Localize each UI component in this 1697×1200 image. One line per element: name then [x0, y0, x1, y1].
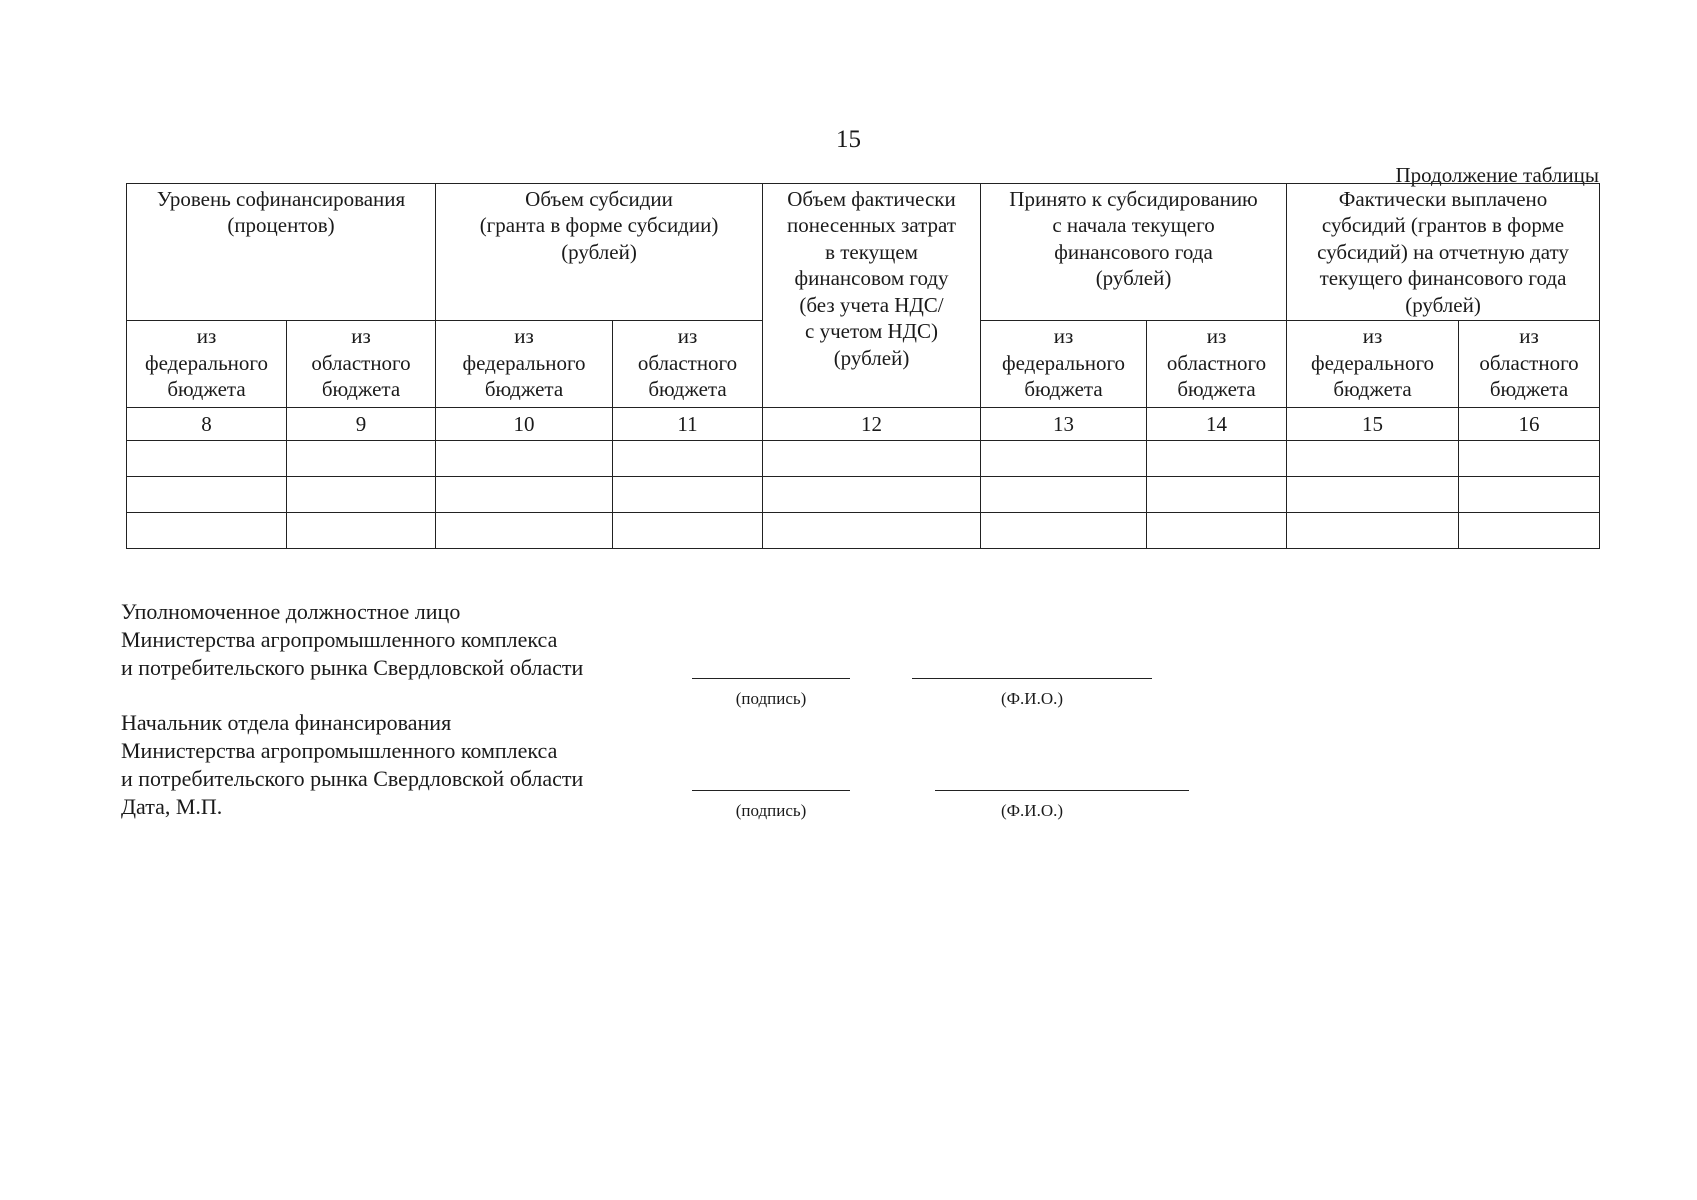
empty-cell: [287, 513, 436, 549]
signature-caption: (подпись): [735, 801, 807, 820]
page-number: 15: [836, 126, 861, 153]
empty-cell: [981, 477, 1147, 513]
name-caption: (Ф.И.О.): [1000, 801, 1064, 820]
subheader-regional-budget: из областного бюджета: [613, 321, 763, 408]
empty-cell: [1147, 441, 1287, 477]
table-continuation-label: Продолжение таблицы: [1395, 163, 1599, 187]
empty-cell: [1459, 477, 1600, 513]
empty-cell: [436, 441, 613, 477]
subheader-federal-budget: из федерального бюджета: [127, 321, 287, 408]
empty-cell: [436, 513, 613, 549]
table-row: [127, 513, 1600, 549]
signature-line: [692, 790, 850, 791]
empty-cell: [436, 477, 613, 513]
empty-cell: [763, 477, 981, 513]
empty-cell: [613, 477, 763, 513]
column-number: 12: [763, 408, 981, 441]
subheader-regional-budget: из областного бюджета: [287, 321, 436, 408]
empty-cell: [763, 441, 981, 477]
empty-cell: [1287, 441, 1459, 477]
table-row: [127, 477, 1600, 513]
header-cofinancing-level: Уровень софинансирования (процентов): [127, 184, 436, 321]
name-line: [912, 678, 1152, 679]
subheader-federal-budget: из федерального бюджета: [1287, 321, 1459, 408]
header-accepted-for-subsidy: Принято к субсидированию с начала текущего финансового года (рублей): [981, 184, 1287, 321]
empty-cell: [981, 441, 1147, 477]
subheader-federal-budget: из федерального бюджета: [436, 321, 613, 408]
column-number: 8: [127, 408, 287, 441]
column-number: 13: [981, 408, 1147, 441]
column-number: 10: [436, 408, 613, 441]
column-number: 9: [287, 408, 436, 441]
empty-cell: [287, 441, 436, 477]
signatory-head-of-finance: Начальник отдела финансирования Министерства агропромышленного комплекса и потребительского рынка Свердловской области Дата, М.П.: [121, 710, 584, 819]
empty-cell: [287, 477, 436, 513]
empty-cell: [127, 513, 287, 549]
subheader-regional-budget: из областного бюджета: [1147, 321, 1287, 408]
subheader-regional-budget: из областного бюджета: [1459, 321, 1600, 408]
column-number: 15: [1287, 408, 1459, 441]
header-actually-paid: Фактически выплачено субсидий (грантов в форме субсидий) на отчетную дату текущего финансового года (рублей): [1287, 184, 1600, 321]
empty-cell: [613, 513, 763, 549]
empty-cell: [127, 477, 287, 513]
name-line: [935, 790, 1189, 791]
empty-cell: [1147, 513, 1287, 549]
empty-cell: [613, 441, 763, 477]
subheader-federal-budget: из федерального бюджета: [981, 321, 1147, 408]
name-caption: (Ф.И.О.): [1000, 689, 1064, 708]
header-actual-costs: Объем фактически понесенных затрат в текущем финансовом году (без учета НДС/ с учетом НДС) (рублей): [763, 184, 981, 408]
subsidy-report-table: [126, 183, 1600, 549]
empty-cell: [763, 513, 981, 549]
empty-cell: [1459, 441, 1600, 477]
empty-cell: [1147, 477, 1287, 513]
empty-cell: [1287, 513, 1459, 549]
signature-caption: (подпись): [735, 689, 807, 708]
column-number: 14: [1147, 408, 1287, 441]
table-row: [127, 441, 1600, 477]
column-number: 16: [1459, 408, 1600, 441]
empty-cell: [127, 441, 287, 477]
signatory-authorized-official: Уполномоченное должностное лицо Министерства агропромышленного комплекса и потребительского рынка Свердловской области: [121, 599, 584, 680]
header-subsidy-volume: Объем субсидии (гранта в форме субсидии) (рублей): [436, 184, 763, 321]
empty-cell: [1459, 513, 1600, 549]
signature-line: [692, 678, 850, 679]
column-number: 11: [613, 408, 763, 441]
empty-cell: [981, 513, 1147, 549]
empty-cell: [1287, 477, 1459, 513]
